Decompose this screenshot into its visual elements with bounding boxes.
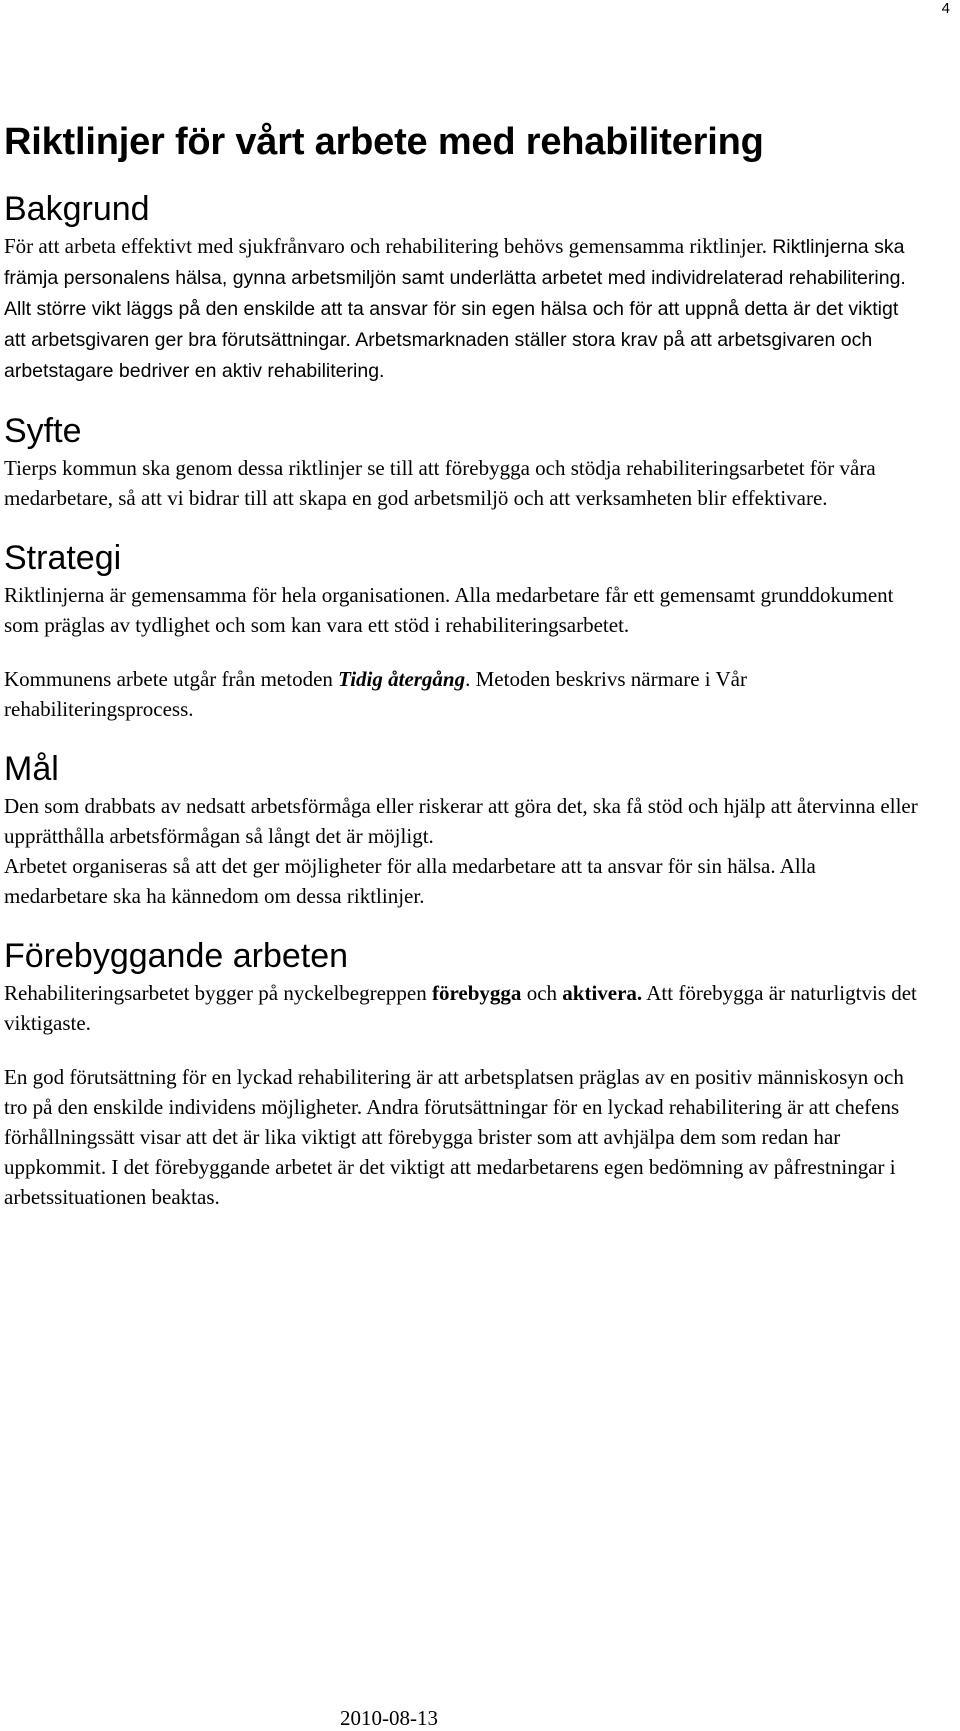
section-heading-strategi: Strategi [4,538,122,577]
section-bakgrund [4,190,924,386]
strategi-paragraph-2 [4,664,924,724]
mal-paragraph-2: Arbetet organiseras så att det ger möjligheter för alla medarbetare att ta ansvar för sin hälsa. Alla medarbetare ska ha kännedom om dessa riktlinjer. [4,853,816,908]
section-heading-forebyggande: Förebyggande arbeten [4,936,349,975]
document-body [4,120,924,1212]
syfte-paragraph: Tierps kommun ska genom dessa riktlinjer se till att förebygga och stödja rehabiliteringsarbetet för våra medarbetare, så att vi bidrar till att skapa en god arbetsmiljö och att verksamheten blir effektivare. [4,455,876,510]
section-heading-mal: Mål [4,749,59,788]
forebyggande-p1-before: Rehabiliteringsarbetet bygger på nyckelbegreppen [4,981,432,1006]
strategi-paragraph-1: Riktlinjerna är gemensamma för hela organisationen. Alla medarbetare får ett gemensamt grunddokument som präglas av tydlighet och som kan vara ett stöd i rehabiliteringsarbetet. [4,582,894,637]
forebyggande-p1-mid: och [521,981,563,1006]
bakgrund-paragraph [4,231,924,386]
section-heading-bakgrund: Bakgrund [4,189,150,228]
section-forebyggande [4,937,924,1212]
section-syfte [4,412,924,513]
keyword-forebygga: förebygga [432,981,522,1006]
strategi-p2-after: . Metoden beskrivs närmare i Vår rehabiliteringsprocess. [4,666,747,721]
section-strategi [4,539,924,724]
footer-date: 2010-08-13 [340,1706,438,1730]
page-title: Riktlinjer för vårt arbete med rehabilitering [4,121,764,163]
forebyggande-paragraph-1 [4,978,924,1038]
forebyggande-p1-after: Att förebygga är naturligtvis det viktigaste. [4,981,917,1036]
forebyggande-paragraph-2: En god förutsättning för en lyckad rehabilitering är att arbetsplatsen präglas av en positiv människosyn och tro på den enskilde individens möjligheter. Andra förutsättningar för en lyckad rehabilitering är att chefens förhållningssätt visar att det är lika viktigt att förebygga brister som att avhjälpa dem som redan har uppkommit. I det förebyggande arbetet är det viktigt att medarbetarens egen bedömning av påfrestningar i arbetssituationen beaktas. [4,1065,904,1210]
bakgrund-text-sans: Riktlinjerna ska främja personalens hälsa, gynna arbetsmiljön samt underlätta arbetet med individrelaterad rehabilitering. Allt större vikt läggs på den enskilde att ta ansvar för sin egen hälsa och för att uppnå detta är det viktigt att arbetsgivaren ger bra förutsättningar. Arbetsmarknaden ställer stora krav på att arbetsgivaren och arbetstagare bedriver en aktiv rehabilitering. [4,235,906,382]
keyword-aktivera: aktivera. [562,981,643,1006]
strategi-p2-before: Kommunens arbete utgår från metoden [4,666,339,691]
section-heading-syfte: Syfte [4,411,82,450]
section-mal [4,750,924,911]
method-name: Tidig återgång [338,666,466,691]
mal-paragraph-1: Den som drabbats av nedsatt arbetsförmåga eller riskerar att göra det, ska få stöd och hjälp att återvinna eller upprätthålla arbetsförmågan så långt det är möjligt. [4,793,918,848]
bakgrund-text-serif: För att arbeta effektivt med sjukfrånvaro och rehabilitering behövs gemensamma riktlinjer. [4,233,767,258]
page-number: 4 [941,0,950,17]
